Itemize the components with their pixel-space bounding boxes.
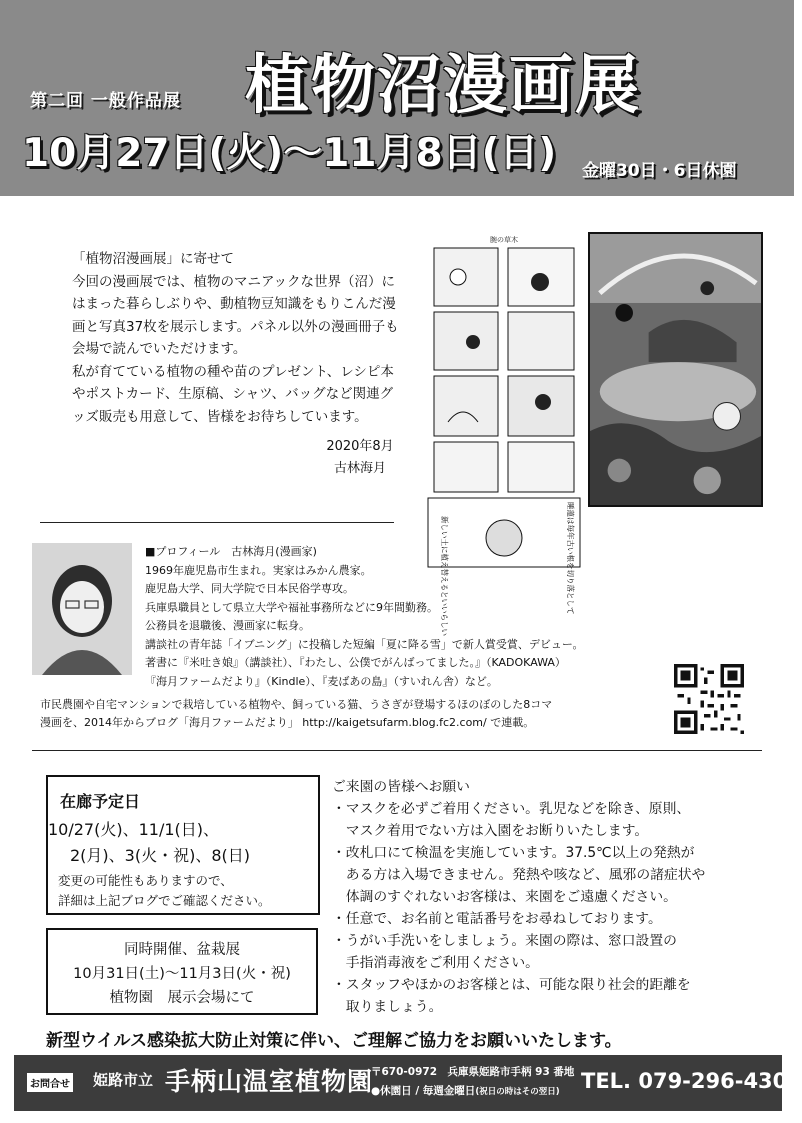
blog-info: [40, 696, 660, 732]
request-line: マスク着用でない方は入園をお断りいたします。: [332, 823, 649, 839]
profile-line: 『海月ファームだより』（Kindle）、『麦ばあの島』（すいれん舎）など。: [145, 674, 498, 688]
request-line: ある方は入場できません。発熱や咳など、風邪の諸症状や: [332, 867, 706, 883]
covid-notice: 新型ウイルス感染拡大防止対策に伴い、ご理解ご協力をお願いいたします。: [46, 1031, 622, 1051]
comic-title: 腕の草木: [490, 236, 518, 244]
message-line: 今回の漫画展では、植物のマニアックな世界（沼）に: [72, 273, 396, 290]
painting-image: [588, 232, 763, 507]
page-title: 植物沼漫画展: [245, 49, 641, 123]
message-line: ッズ販売も用意して、皆様をお待ちしています。: [72, 408, 368, 425]
divider: [40, 522, 394, 523]
closing-days-text: ●休園日 / 毎週金曜日: [371, 1085, 476, 1097]
visitor-requests: [332, 776, 772, 1018]
message-line: やポストカード、生原稿、シャツ、バッグなど関連グ: [72, 386, 394, 402]
divider: [32, 750, 762, 751]
schedule-heading: 在廊予定日: [60, 792, 141, 811]
profile-line: 鹿児島大学、同大学院で日本民俗学専攻。: [145, 582, 354, 595]
exhibition-dates: 10月27日(火)〜11月8日(日): [22, 131, 557, 176]
schedule-note: 変更の可能性もありますので、: [58, 873, 233, 888]
comic-caption-left: 新しい土に植え替えるといいらしい: [440, 516, 449, 636]
city-name: 姫路市立: [93, 1071, 154, 1089]
message-line: はまった暮らしぶりや、動植物豆知識をもりこんだ漫: [72, 296, 396, 312]
facility-address: 〒670-0972 兵庫県姫路市手柄 93 番地: [371, 1066, 575, 1078]
profile-line: 著書に『米吐き娘』（講談社）、『わたし、公僕でがんばってました。』（KADOKAWA）: [145, 656, 566, 669]
exhibition-series: 第二回 一般作品展: [30, 91, 181, 111]
closed-days: 金曜30日・6日休園: [582, 161, 737, 181]
closing-days: [371, 1083, 560, 1098]
request-line: 取りましょう。: [332, 999, 443, 1015]
profile-line: 兵庫県職員として県立大学や福祉事務所などに9年間勤務。: [145, 600, 438, 614]
message-line: 会場で読んでいただけます。: [72, 341, 247, 357]
bonsai-exhibition-box: [46, 928, 318, 1015]
schedule-dates-1: 10/27(火)、11/1(日)、: [48, 820, 220, 839]
message-author: 古林海月: [333, 461, 386, 476]
message-date: 2020年8月: [326, 439, 394, 454]
profile-text: [145, 543, 665, 691]
profile-line: 講談社の青年誌「イブニング」に投稿した短編「夏に降る雪」で新人賞受賞、デビュー。: [145, 637, 584, 651]
blog-line: 市民農園や自宅マンションで栽培している植物や、飼っている猫、うさぎが登場するほのぼのした8コマ: [40, 698, 553, 711]
phone-number[interactable]: TEL. 079-296-4300: [581, 1069, 802, 1093]
message-line: 私が育てている植物の種や苗のプレゼント、レシピ本: [72, 363, 394, 380]
request-line: ・スタッフやほかのお客様とは、可能な限り社会的距離を: [332, 977, 691, 993]
closing-days-note: (祝日の時はその翌日): [475, 1087, 560, 1097]
profile-line: 1969年鹿児島市生まれ。実家はみかん農家。: [145, 563, 372, 577]
contact-badge: お問合せ: [27, 1073, 73, 1092]
message-signature: [300, 436, 420, 480]
profile-heading: ■プロフィール 古林海月(漫画家): [145, 545, 317, 558]
request-line: ・うがい手洗いをしましょう。来園の際は、窓口設置の: [332, 933, 677, 949]
comic-caption-right: 睡蓮は毎年古い根を切り落として: [566, 502, 575, 615]
author-portrait: [32, 543, 132, 675]
request-line: ・改札口にて検温を実施しています。37.5℃以上の発熱が: [332, 845, 695, 861]
message-heading: 「植物沼漫画展」に寄せて: [72, 251, 234, 267]
bonsai-dates: 10月31日(土)〜11月3日(火・祝): [73, 966, 291, 982]
schedule-dates-2: 2(月)、3(火・祝)、8(日): [70, 846, 250, 865]
facility-logo-text: 手柄山温室植物園: [165, 1067, 374, 1096]
requests-heading: ご来園の皆様へお願い: [332, 779, 470, 795]
request-line: 体調のすぐれないお客様は、来園をご遠慮ください。: [332, 889, 677, 905]
schedule-note: 詳細は上記ブログでご確認ください。: [58, 893, 271, 908]
message-line: 画と写真37枚を展示します。パネル以外の漫画冊子も: [72, 318, 399, 335]
artist-message: [72, 248, 432, 428]
blog-line[interactable]: 漫画を、2014年からブログ「海月ファームだより」 http://kaigetsufarm.blog.fc2.com/ で連載。: [40, 716, 535, 729]
request-line: ・任意で、お名前と電話番号をお尋ねしております。: [332, 911, 662, 927]
profile-line: 公務員を退職後、漫画家に転身。: [145, 619, 310, 632]
request-line: ・マスクを必ずご着用ください。乳児などを除き、原則、: [332, 801, 691, 817]
artist-schedule-box: [46, 775, 320, 915]
bonsai-venue: 植物園 展示会場にて: [109, 990, 255, 1006]
bonsai-heading: 同時開催、盆栽展: [124, 942, 240, 958]
qr-code[interactable]: [674, 664, 744, 734]
comic-strip-image: [428, 232, 580, 636]
request-line: 手指消毒液をご利用ください。: [332, 955, 539, 971]
